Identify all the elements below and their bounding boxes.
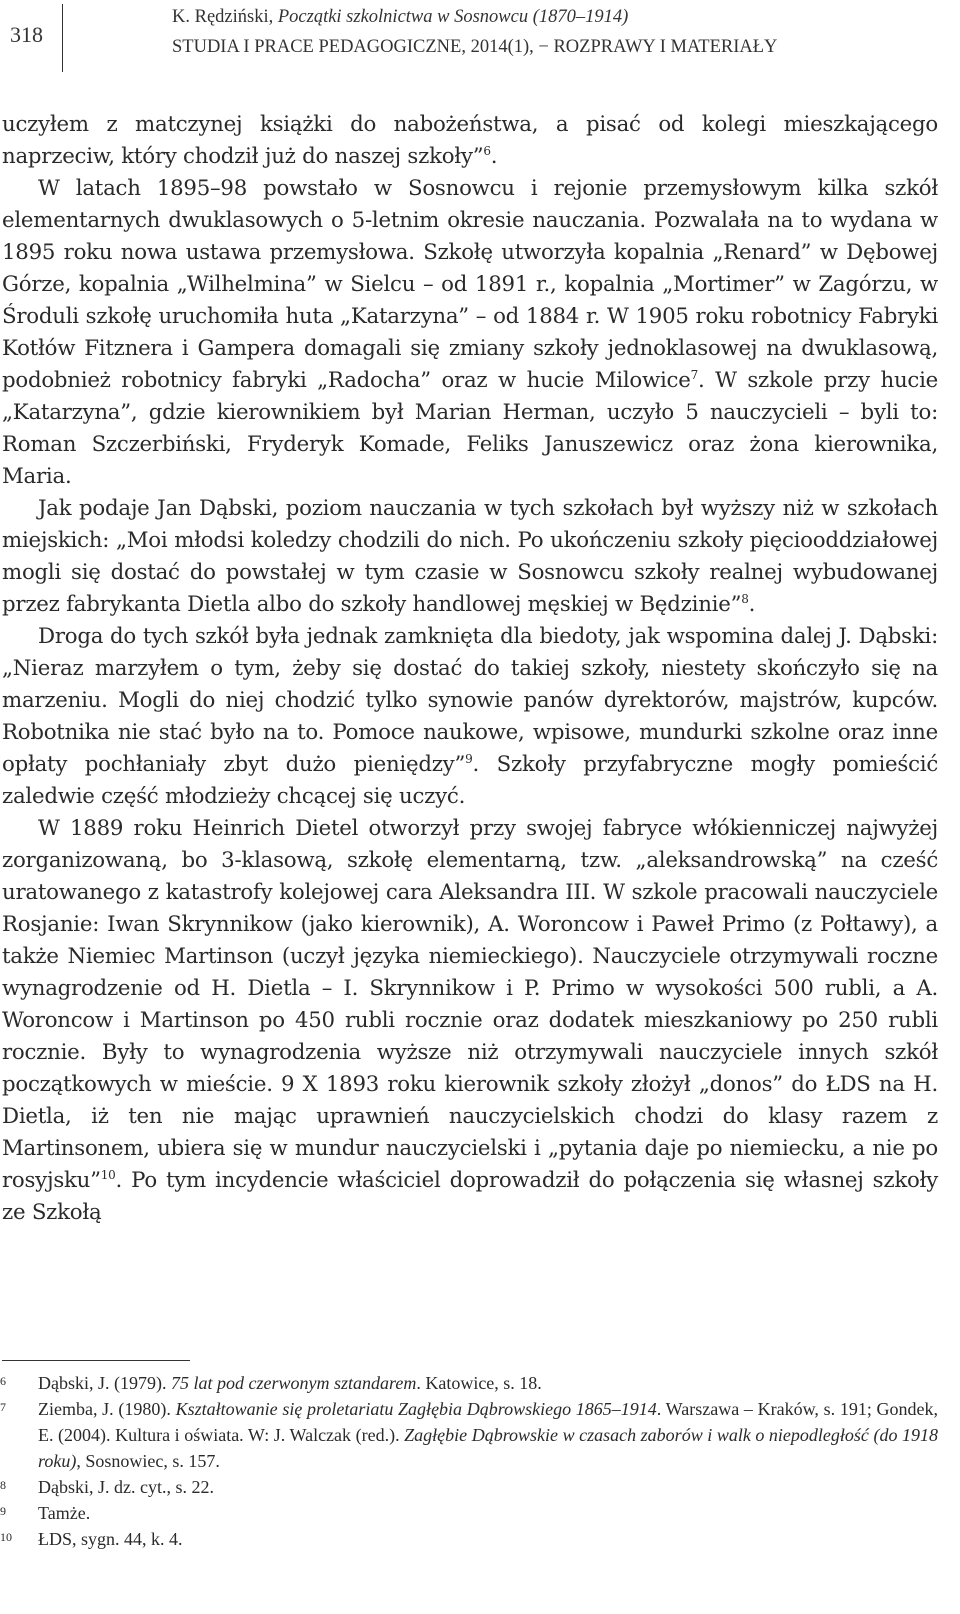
- article-citation: [172, 2, 952, 32]
- footnote-text: Tamże.: [38, 1503, 91, 1523]
- footnote-text: ŁDS, sygn. 44, k. 4.: [38, 1529, 183, 1549]
- footnote-text: Dąbski, J. dz. cyt., s. 22.: [38, 1477, 214, 1497]
- running-head: [172, 2, 952, 62]
- page-number: 318: [10, 22, 43, 47]
- footnote-8: [0, 1474, 938, 1500]
- paragraph-5: W 1889 roku Heinrich Dietel otworzył przy swojej fabryce włókienniczej najwyżej zorganizowaną, bo 3-klasową, szkołę elementarną, tzw. „aleksandrowską” na cześć uratowanego z katastrofy kolejowej cara Aleksandra III. W szkole pracowali nauczyciele Rosjanie: Iwan Skrynnikow (jako kierownik), A. Woroncow i Paweł Primo (z Połtawy), a także Niemiec Martinson (uczył języka niemieckiego). Nauczyciele otrzymywali roczne wynagrodzenie od H. Dietla – I. Skrynnikow i P. Primo w wysokości 500 rubli, a A. Woroncow i Martinson po 450 rubli rocznie oraz dodatek mieszkaniowy po 250 rubli rocznie. Były to wynagrodzenia wyższe niż otrzymywali nauczyciele innych szkół początkowych w mieście. 9 X 1893 roku kierownik szkoły złożył „donos” do ŁDS na H. Dietla, iż ten nie mając uprawnień nauczycielskich chodzi do klasy razem z Martinsonem, ubiera się w mundur nauczycielski i „pytania daje po niemiecku, a nie po rosyjsku”$^{10}$. Po tym incydencie właściciel doprowadził do połączenia się własnej szkoły ze Szkołą: [2, 816, 938, 1225]
- footnote-divider: [2, 1360, 190, 1361]
- paragraph-3: Jak podaje Jan Dąbski, poziom nauczania w tych szkołach był wyższy niż w szkołach miejskich: „Moi młodsi koledzy chodzili do nich. Po ukończeniu szkoły pięciooddziałowej mogli się dostać do powstałej w tym czasie w Sosnowcu szkoły realnej wybudowanej przez fabrykanta Dietla albo do szkoły handlowej męskiej w Będzinie”$^8$.: [2, 496, 938, 617]
- footnote-ref-8[interactable]: 8: [741, 592, 749, 606]
- footnote-6: [0, 1370, 938, 1396]
- header-divider: [62, 4, 63, 72]
- footnote-number: 10: [0, 1530, 12, 1544]
- paragraph-4: Droga do tych szkół była jednak zamknięta dla biedoty, jak wspomina dalej J. Dąbski: „Nieraz marzyłem o tym, żeby się dostać do takiej szkoły, niestety skończyło się na marzeniu. Mogli do niej chodzić tylko synowie panów dyrektorów, majstrów, kupców. Robotnika nie stać było na to. Pomoce naukowe, wpisowe, mundurki szkolne oraz inne opłaty pochłaniały zbyt dużo pieniędzy”$^9$. Szkoły przyfabryczne mogły pomieścić zaledwie część młodzieży chcącej się uczyć.: [2, 624, 939, 809]
- footnote-ref-10[interactable]: 10: [100, 1168, 116, 1182]
- footnote-number: 7: [0, 1400, 6, 1414]
- footnote-ref-6[interactable]: 6: [483, 144, 491, 158]
- footnote-ref-7[interactable]: 7: [690, 368, 698, 382]
- footnote-text: Ziemba, J. (1980). Kształtowanie się proletariatu Zagłębia Dąbrowskiego 1865–1914. Warszawa – Kraków, s. 191; Gondek, E. (2004). Kultura i oświata. W: J. Walczak (red.). Zagłębie Dąbrowskie w czasach zaborów i walk o niepodległość (do 1918 roku), Sosnowiec, s. 157.: [38, 1399, 939, 1471]
- article-body: [2, 109, 938, 1229]
- footnotes: [0, 1370, 938, 1552]
- footnote-7: [0, 1396, 938, 1474]
- author: K. Rędziński,: [172, 7, 278, 27]
- footnote-text: Dąbski, J. (1979). 75 lat pod czerwonym sztandarem. Katowice, s. 18.: [38, 1373, 542, 1393]
- footnote-number: 9: [0, 1504, 6, 1518]
- footnote-number: 6: [0, 1374, 6, 1388]
- paragraph-1: uczyłem z matczynej książki do nabożeństwa, a pisać od kolegi mieszkającego naprzeciw, który chodził już do naszej szkoły”$^6$.: [2, 112, 938, 169]
- journal-name: STUDIA I PRACE PEDAGOGICZNE, 2014(1), − ROZPRAWY I MATERIAŁY: [172, 37, 778, 57]
- footnote-number: 8: [0, 1478, 6, 1492]
- paragraph-2: W latach 1895–98 powstało w Sosnowcu i rejonie przemysłowym kilka szkół elementarnych dwuklasowych o 5-letnim okresie nauczania. Pozwalała na to wydana w 1895 roku nowa ustawa przemysłowa. Szkołę utworzyła kopalnia „Renard” w Dębowej Górze, kopalnia „Wilhelmina” w Sielcu – od 1891 r., kopalnia „Mortimer” w Zagórzu, w Środuli szkołę uruchomiła huta „Katarzyna” – od 1884 r. W 1905 roku robotnicy Fabryki Kotłów Fitznera i Gampera domagali się zmiany szkoły jednoklasowej na dwuklasową, podobnież robotnicy fabryki „Radocha” oraz w hucie Milowice$^7$. W szkole przy hucie „Katarzyna”, gdzie kierownikiem był Marian Herman, uczyło 5 nauczycieli – byli to: Roman Szczerbiński, Fryderyk Komade, Feliks Januszewicz oraz żona kierownika, Maria.: [2, 176, 938, 489]
- footnote-ref-9[interactable]: 9: [465, 752, 473, 766]
- footnote-9: [0, 1500, 938, 1526]
- article-title: Początki szkolnictwa w Sosnowcu (1870–1914): [277, 7, 629, 27]
- footnote-10: [0, 1526, 938, 1552]
- page-header: [0, 0, 960, 76]
